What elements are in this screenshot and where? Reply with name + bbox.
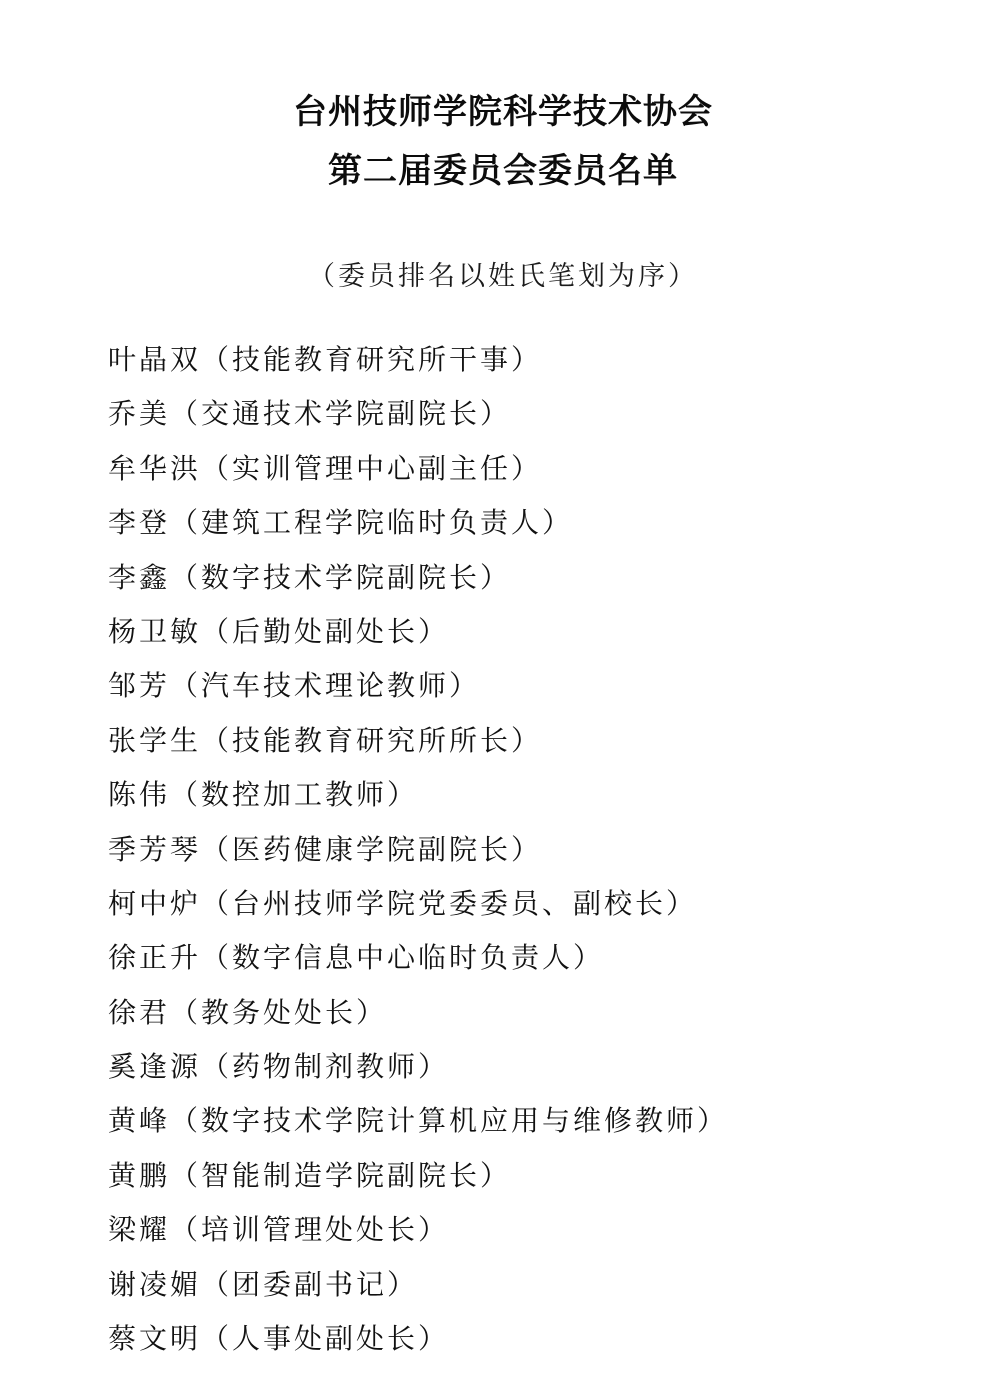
member-entry: 黄峰（数字技术学院计算机应用与维修教师）	[108, 1104, 729, 1138]
member-entry: 梁耀（培训管理处处长）	[108, 1213, 450, 1247]
member-entry: 张学生（技能教育研究所所长）	[108, 723, 543, 757]
document-title-line-2: 第二届委员会委员名单	[328, 151, 678, 191]
member-entry: 徐正升（数字信息中心临时负责人）	[108, 941, 605, 975]
member-entry: 柯中炉（台州技师学院党委委员、副校长）	[108, 886, 698, 920]
member-entry: 牟华洪（实训管理中心副主任）	[108, 451, 543, 485]
document-title-line-1: 台州技师学院科学技术协会	[293, 92, 713, 132]
member-entry: 李登（建筑工程学院临时负责人）	[108, 506, 574, 540]
member-entry: 黄鹏（智能制造学院副院长）	[108, 1158, 512, 1192]
member-entry: 邹芳（汽车技术理论教师）	[108, 669, 481, 703]
member-entry: 奚逢源（药物制剂教师）	[108, 1050, 450, 1084]
member-entry: 季芳琴（医药健康学院副院长）	[108, 832, 543, 866]
member-entry: 谢凌媚（团委副书记）	[108, 1267, 419, 1301]
member-entry: 陈伟（数控加工教师）	[108, 778, 419, 812]
member-entry: 李鑫（数字技术学院副院长）	[108, 560, 512, 594]
member-list	[108, 340, 988, 1373]
member-entry: 叶晶双（技能教育研究所干事）	[108, 343, 543, 376]
member-entry: 乔美（交通技术学院副院长）	[108, 397, 512, 431]
member-entry: 蔡文明（人事处副处长）	[108, 1322, 450, 1356]
member-entry: 杨卫敏（后勤处副处长）	[108, 614, 450, 648]
member-entry: 徐君（教务处处长）	[108, 995, 388, 1029]
ordering-note: （委员排名以姓氏笔划为序）	[308, 261, 698, 292]
